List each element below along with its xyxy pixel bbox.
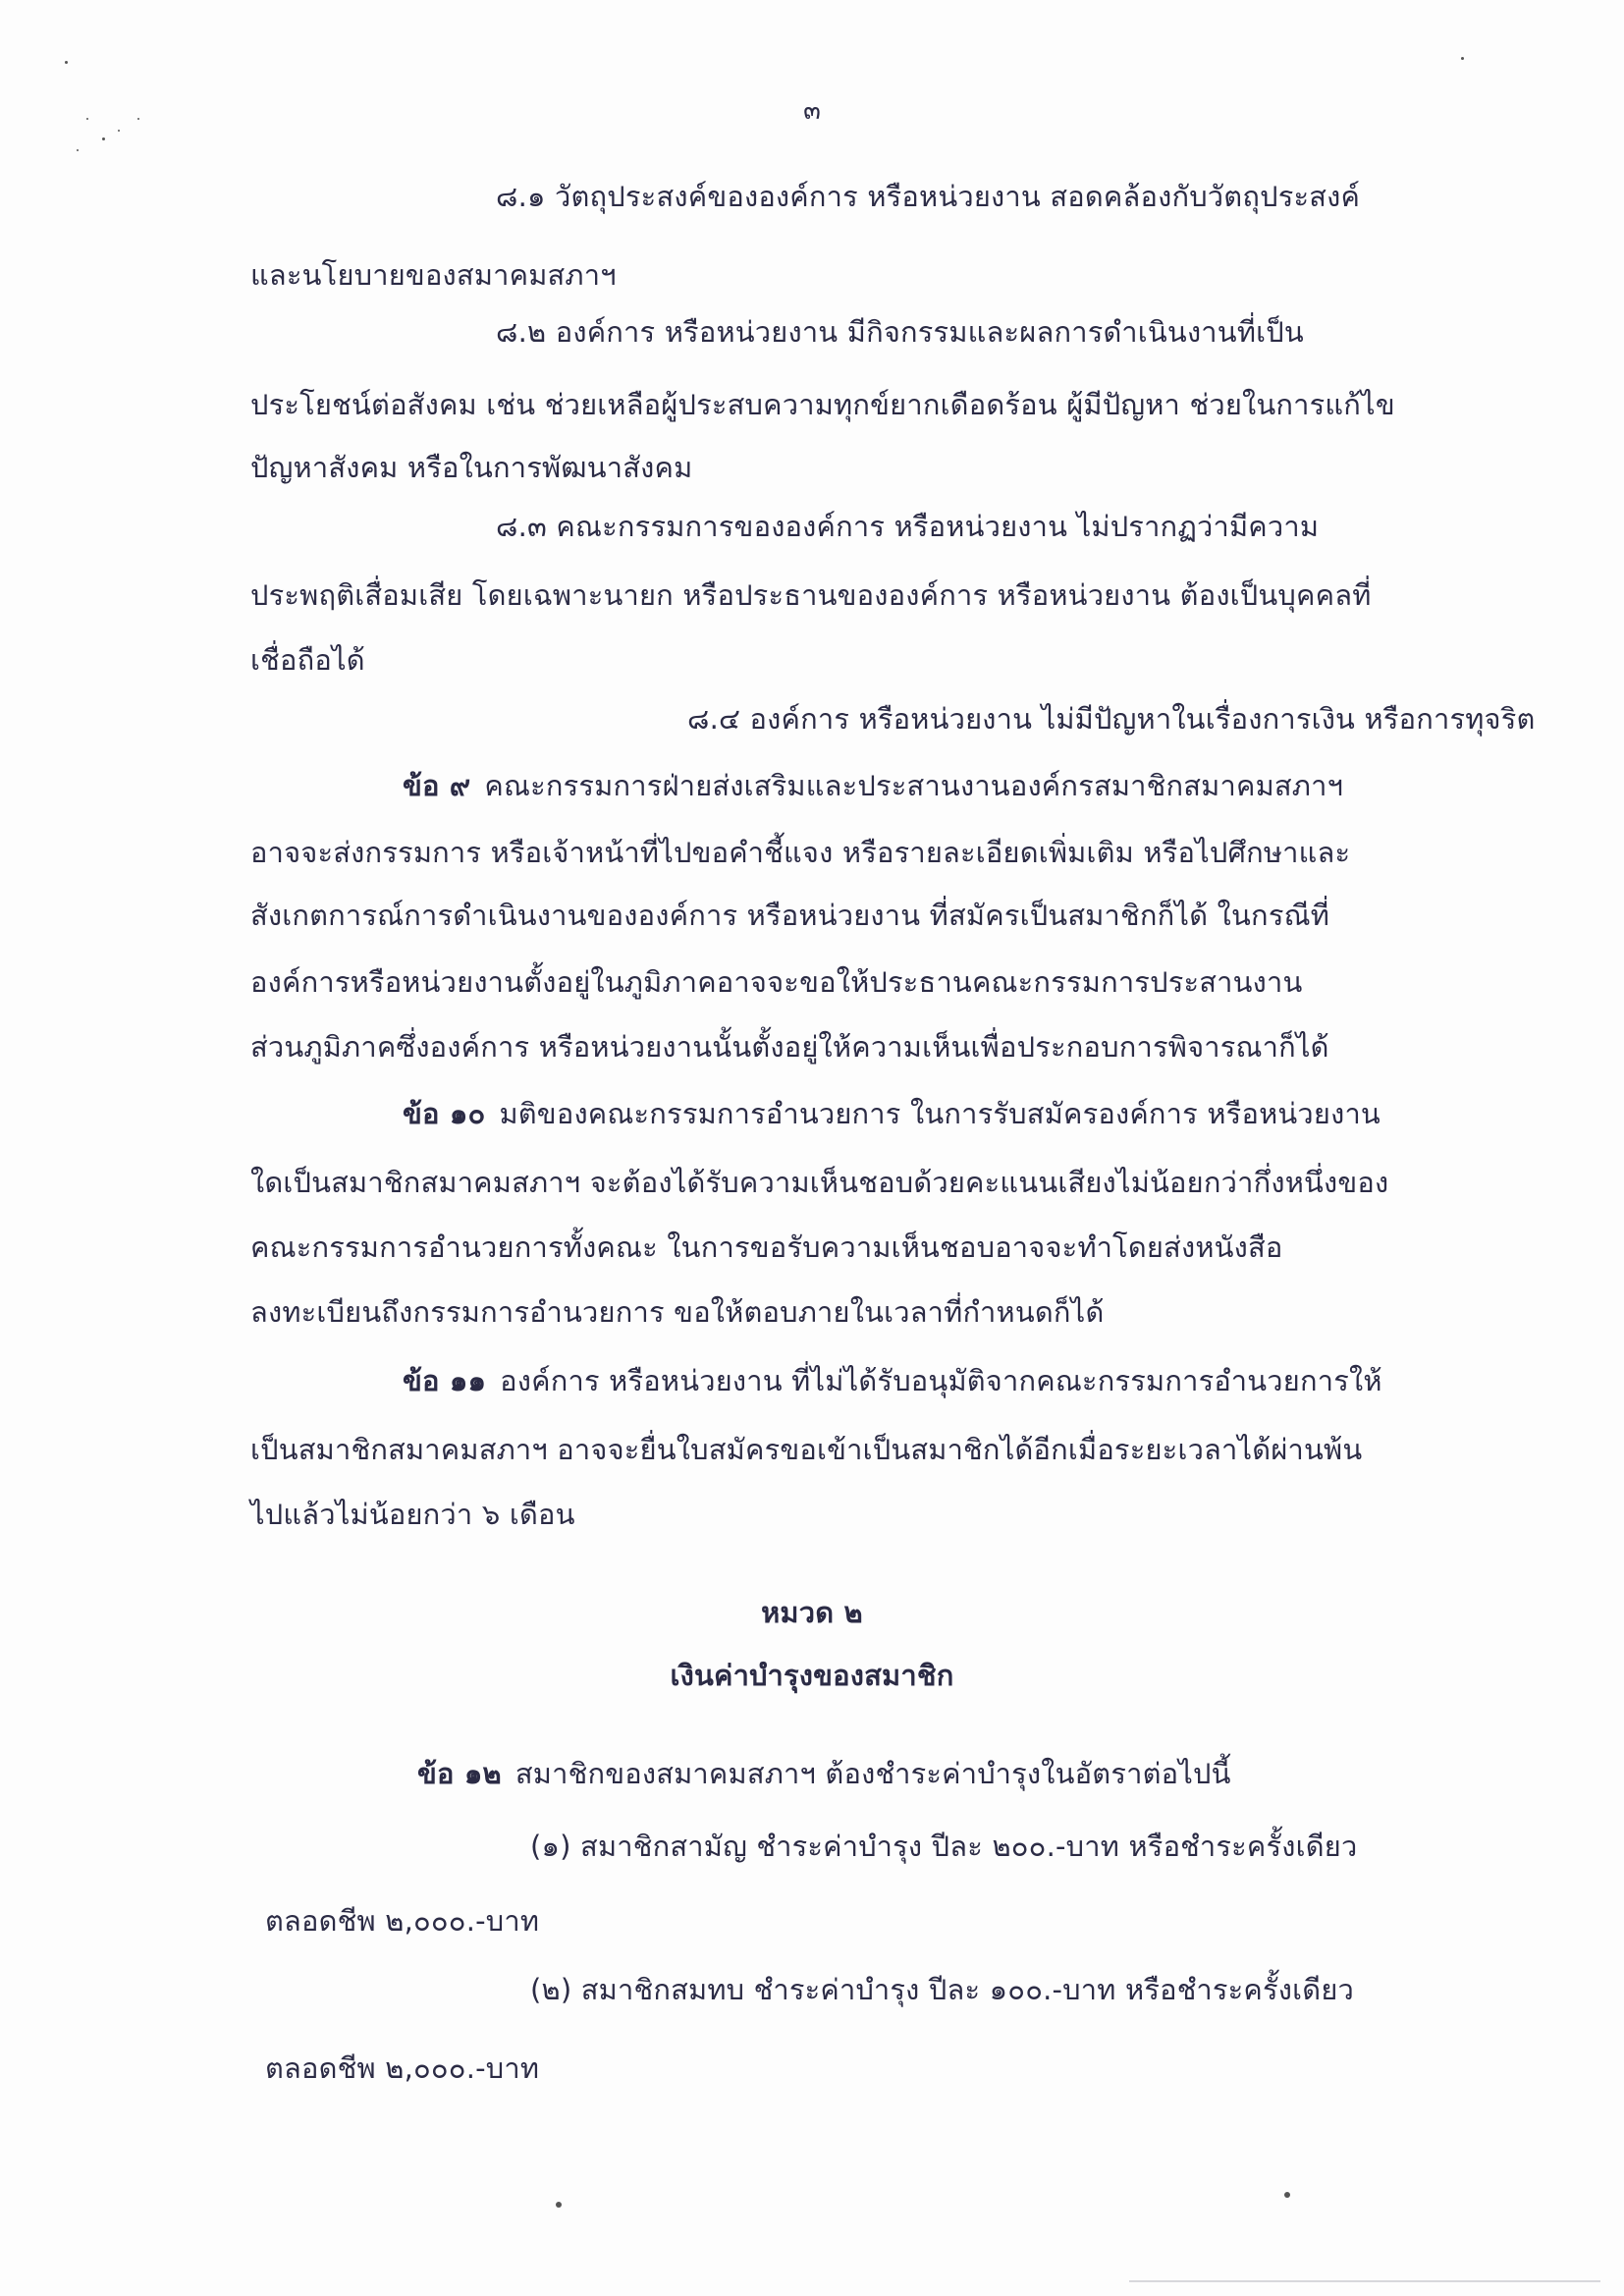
clause-8-3: ๘.๓ คณะกรรมการขององค์การ หรือหน่วยงาน ไม่ปรากฏว่ามีความ: [496, 510, 1320, 543]
page-number: ๓: [803, 96, 821, 126]
article-11-cont: ไปแล้วไม่น้อยกว่า ๖ เดือน: [250, 1498, 575, 1531]
article-9: [403, 766, 1343, 805]
article-12: [417, 1754, 1231, 1793]
clause-8-1-cont: และนโยบายของสมาคมสภาฯ: [250, 258, 617, 292]
clause-8-2-cont: ปัญหาสังคม หรือในการพัฒนาสังคม: [250, 451, 693, 484]
article-12-text: สมาชิกของสมาคมสภาฯ ต้องชำระค่าบำรุงในอัตราต่อไปนี้: [514, 1757, 1231, 1790]
article-9-label: ข้อ ๙: [403, 769, 471, 802]
article-11-label: ข้อ ๑๑: [403, 1364, 487, 1397]
article-10-label: ข้อ ๑๐: [403, 1097, 486, 1130]
fee-item-2: (๒) สมาชิกสมทบ ชำระค่าบำรุง ปีละ ๑๐๐.-บาท หรือชำระครั้งเดียว: [530, 1973, 1354, 2006]
fee-item-1-cont: ตลอดชีพ ๒,๐๐๐.-บาท: [265, 1904, 540, 1938]
scan-speck: [77, 149, 79, 151]
article-9-cont: องค์การหรือหน่วยงานตั้งอยู่ในภูมิภาคอาจจะขอให้ประธานคณะกรรมการประสานงาน: [250, 965, 1303, 999]
clause-8-3-cont: เชื่อถือได้: [250, 643, 365, 677]
article-10-cont: ใดเป็นสมาชิกสมาคมสภาฯ จะต้องได้รับความเห็นชอบด้วยคะแนนเสียงไม่น้อยกว่ากึ่งหนึ่งของ: [250, 1166, 1389, 1199]
article-9-text: คณะกรรมการฝ่ายส่งเสริมและประสานงานองค์กรสมาชิกสมาคมสภาฯ: [484, 769, 1344, 802]
fee-item-1: (๑) สมาชิกสามัญ ชำระค่าบำรุง ปีละ ๒๐๐.-บาท หรือชำระครั้งเดียว: [530, 1830, 1358, 1863]
article-9-cont: อาจจะส่งกรรมการ หรือเจ้าหน้าที่ไปขอคำชี้แจง หรือรายละเอียดเพิ่มเติม หรือไปศึกษาและ: [250, 836, 1351, 869]
article-10: [403, 1094, 1380, 1133]
scan-speck: [1461, 57, 1464, 60]
scan-speck: [102, 137, 105, 140]
clause-8-2-cont: ประโยชน์ต่อสังคม เช่น ช่วยเหลือผู้ประสบความทุกข์ยากเดือดร้อน ผู้มีปัญหา ช่วยในการแก้ไข: [250, 388, 1395, 421]
fee-item-2-cont: ตลอดชีพ ๒,๐๐๐.-บาท: [265, 2051, 540, 2085]
article-11-text: องค์การ หรือหน่วยงาน ที่ไม่ได้รับอนุมัติจากคณะกรรมการอำนวยการให้: [500, 1364, 1382, 1397]
clause-8-3-cont: ประพฤติเสื่อมเสีย โดยเฉพาะนายก หรือประธานขององค์การ หรือหน่วยงาน ต้องเป็นบุคคลที่: [250, 578, 1372, 612]
article-12-label: ข้อ ๑๒: [417, 1757, 502, 1790]
scan-speck: [556, 2202, 562, 2208]
article-10-cont: คณะกรรมการอำนวยการทั้งคณะ ในการขอรับความเห็นชอบอาจจะทำโดยส่งหนังสือ: [250, 1230, 1283, 1264]
scan-speck: [1284, 2192, 1290, 2198]
chapter-heading: หมวด ๒: [761, 1596, 863, 1629]
clause-8-4: ๘.๔ องค์การ หรือหน่วยงาน ไม่มีปัญหาในเรื่องการเงิน หรือการทุจริต: [687, 702, 1536, 736]
chapter-title: เงินค่าบำรุงของสมาชิก: [670, 1659, 954, 1692]
scan-edge: [1129, 2280, 1600, 2282]
clause-8-1: ๘.๑ วัตถุประสงค์ขององค์การ หรือหน่วยงาน สอดคล้องกับวัตถุประสงค์: [496, 180, 1361, 213]
scan-speck: [65, 61, 68, 64]
article-11-cont: เป็นสมาชิกสมาคมสภาฯ อาจจะยื่นใบสมัครขอเข้าเป็นสมาชิกได้อีกเมื่อระยะเวลาได้ผ่านพ้น: [250, 1433, 1363, 1466]
article-9-cont: ส่วนภูมิภาคซึ่งองค์การ หรือหน่วยงานนั้นตั้งอยู่ให้ความเห็นเพื่อประกอบการพิจารณาก็ได้: [250, 1030, 1329, 1064]
article-10-cont: ลงทะเบียนถึงกรรมการอำนวยการ ขอให้ตอบภายในเวลาที่กำหนดก็ได้: [250, 1295, 1105, 1329]
article-9-cont: สังเกตการณ์การดำเนินงานขององค์การ หรือหน่วยงาน ที่สมัครเป็นสมาชิกก็ได้ ในกรณีที่: [250, 899, 1330, 932]
article-10-text: มติของคณะกรรมการอำนวยการ ในการรับสมัครองค์การ หรือหน่วยงาน: [499, 1097, 1380, 1130]
clause-8-2: ๘.๒ องค์การ หรือหน่วยงาน มีกิจกรรมและผลการดำเนินงานที่เป็น: [496, 315, 1304, 349]
article-11: [403, 1361, 1382, 1400]
